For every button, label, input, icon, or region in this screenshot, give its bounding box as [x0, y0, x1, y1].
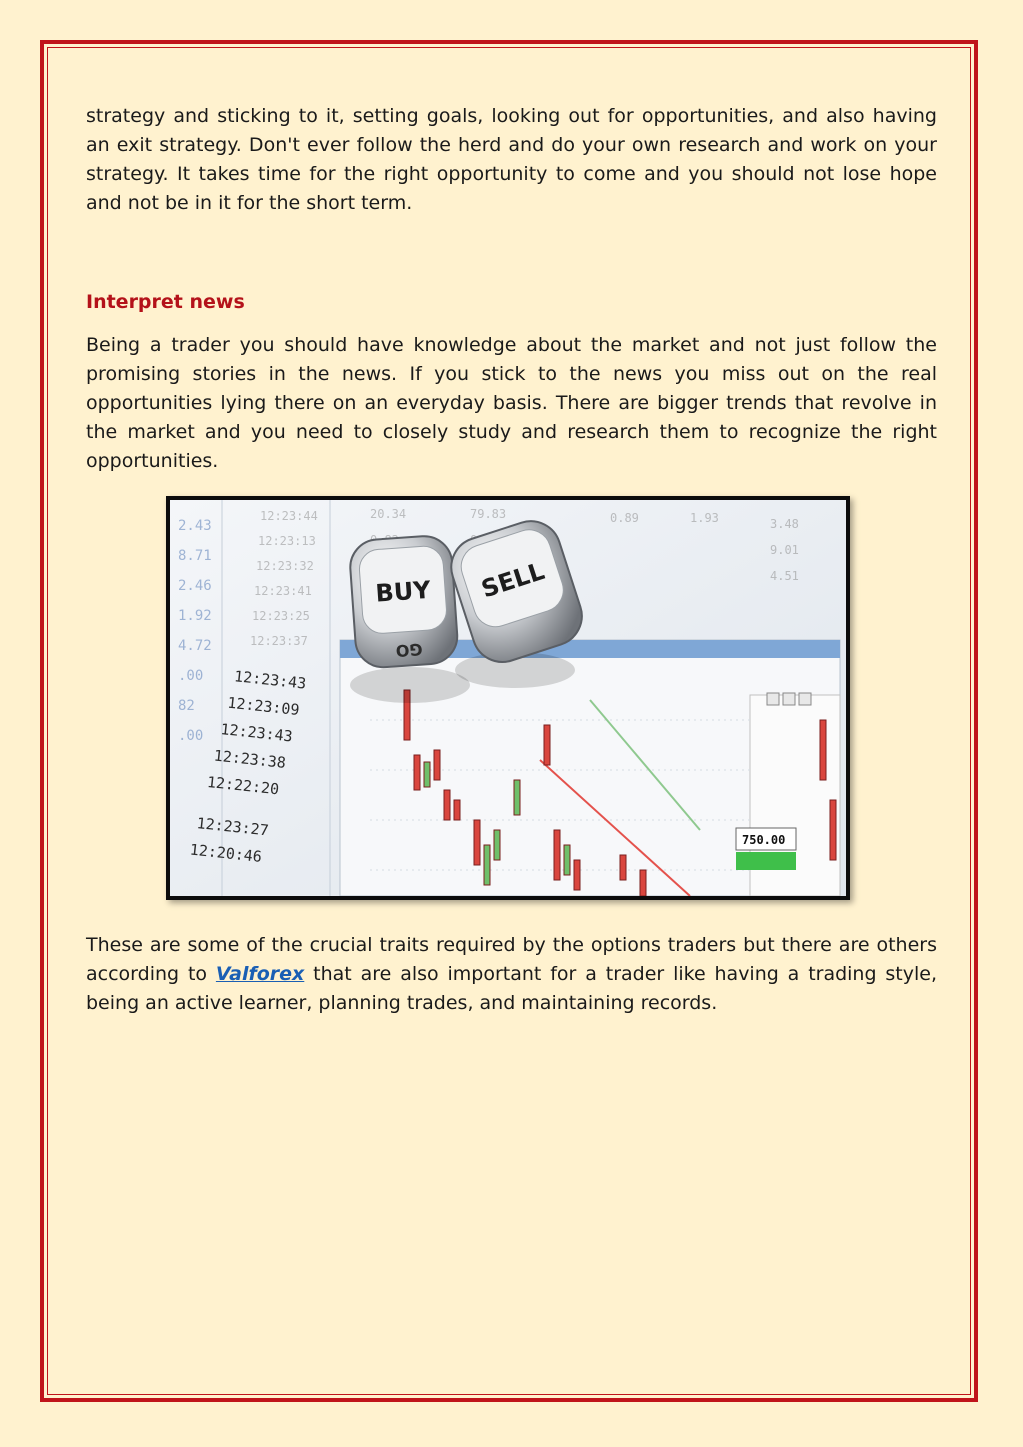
svg-text:.00: .00 — [178, 668, 204, 684]
time-label: 12:22:20 — [206, 772, 280, 799]
paragraph-conclusion — [86, 931, 937, 1018]
svg-text:1.92: 1.92 — [178, 608, 212, 624]
svg-text:.00: .00 — [178, 728, 204, 744]
svg-text:82: 82 — [178, 698, 195, 714]
price-tag-label: 750.00 — [742, 833, 786, 847]
svg-text:79.83: 79.83 — [470, 507, 507, 521]
svg-text:20.34: 20.34 — [370, 507, 407, 521]
svg-text:3.48: 3.48 — [770, 517, 799, 531]
svg-text:2.46: 2.46 — [178, 578, 212, 594]
time-label: 12:23:27 — [195, 814, 270, 840]
svg-text:12:23:44: 12:23:44 — [260, 509, 318, 523]
svg-text:12:23:13: 12:23:13 — [258, 534, 316, 548]
die-text-buy: BUY — [374, 575, 432, 608]
time-label: 12:23:43 — [219, 720, 294, 746]
svg-text:12:23:32: 12:23:32 — [256, 559, 314, 573]
svg-text:12:23:37: 12:23:37 — [250, 634, 308, 648]
svg-text:4.72: 4.72 — [178, 638, 212, 654]
svg-text:2.43: 2.43 — [178, 518, 212, 534]
buy-die — [348, 534, 459, 669]
svg-text:4.51: 4.51 — [770, 569, 799, 583]
document-body — [86, 102, 937, 1018]
paragraph-text: These are some of the crucial traits required by the options traders but there are others according to — [86, 934, 937, 985]
die-text-go: GO — [395, 639, 424, 661]
time-label: 12:23:09 — [226, 693, 301, 720]
valforex-link[interactable]: Valforex — [215, 963, 305, 985]
buy-sell-dice-photo — [166, 496, 850, 900]
svg-text:9.01: 9.01 — [770, 543, 799, 557]
svg-text:0.89: 0.89 — [610, 511, 639, 525]
paragraph-interpret-news: Being a trader you should have knowledge about the market and not just follow the promising stories in the news. If you stick to the news you miss out on the real opportunities lying there on an everyday basis. There are bigger trends that revolve in the market and you need to closely study and research them to recognize the right opportunities. — [86, 334, 937, 472]
svg-text:12:23:41: 12:23:41 — [254, 584, 312, 598]
time-label: 12:23:38 — [212, 746, 287, 772]
section-heading-interpret-news: Interpret news — [86, 291, 245, 313]
svg-text:1.93: 1.93 — [690, 511, 719, 525]
svg-text:8.71: 8.71 — [178, 548, 212, 564]
time-label: 12:20:46 — [188, 840, 263, 866]
paragraph-text: that are also important for a trader like having a trading style, being an active learner, planning trades, and maintaining records. — [86, 963, 938, 1014]
time-label: 12:23:43 — [233, 667, 308, 693]
svg-text:12:23:25: 12:23:25 — [252, 609, 310, 623]
die-text-sell: SELL — [477, 556, 548, 604]
paragraph-strategy: strategy and sticking to it, setting goals, looking out for opportunities, and also having an exit strategy. Don't ever follow the herd and do your own research and work on your strategy. It takes time for the right opportunity to come and you should not lose hope and not be in it for the short term. — [86, 105, 937, 214]
